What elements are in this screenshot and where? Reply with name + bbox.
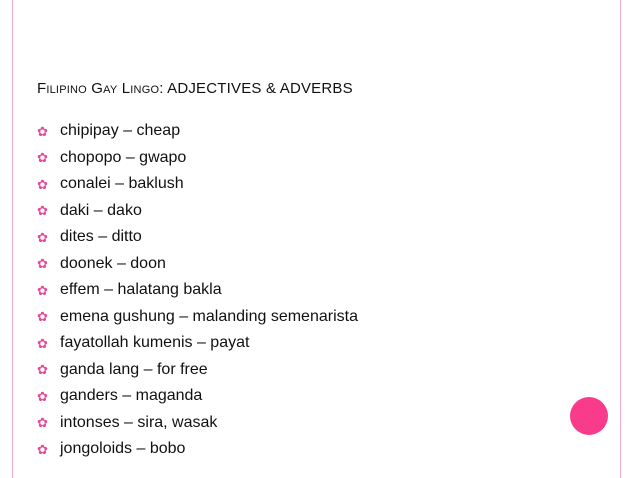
list-item-text: chipipay – cheap	[60, 122, 181, 140]
list-item-text: chopopo – gwapo	[60, 148, 187, 166]
list-item-text: daki – dako	[60, 201, 142, 219]
flower-bullet-icon: ✿	[37, 229, 48, 245]
flower-bullet-icon: ✿	[37, 176, 48, 192]
flower-bullet-icon: ✿	[37, 309, 48, 325]
flower-bullet-icon: ✿	[37, 362, 48, 378]
decorative-pink-circle	[570, 397, 608, 435]
list-item	[37, 357, 358, 384]
flower-bullet-icon: ✿	[37, 388, 48, 404]
flower-bullet-icon: ✿	[37, 415, 48, 431]
list-item	[37, 171, 358, 198]
word-list	[37, 118, 358, 463]
flower-bullet-icon: ✿	[37, 150, 48, 166]
list-item-text: jongoloids – bobo	[60, 440, 186, 458]
flower-bullet-icon: ✿	[37, 203, 48, 219]
slide-title	[37, 80, 353, 97]
list-item	[37, 198, 358, 225]
list-item	[37, 304, 358, 331]
list-item	[37, 330, 358, 357]
flower-bullet-icon: ✿	[37, 123, 48, 139]
flower-bullet-icon: ✿	[37, 335, 48, 351]
list-item	[37, 251, 358, 278]
flower-bullet-icon: ✿	[37, 256, 48, 272]
list-item	[37, 436, 358, 463]
list-item	[37, 410, 358, 437]
right-border-line	[620, 0, 621, 478]
list-item-text: intonses – sira, wasak	[60, 413, 218, 431]
list-item	[37, 145, 358, 172]
list-item	[37, 224, 358, 251]
list-item-text: dites – ditto	[60, 228, 142, 246]
flower-bullet-icon: ✿	[37, 282, 48, 298]
title-main: Filipino Gay Lingo	[37, 80, 160, 97]
list-item-text: conalei – baklush	[60, 175, 184, 193]
list-item-text: emena gushung – malanding semenarista	[60, 307, 358, 325]
flower-bullet-icon: ✿	[37, 441, 48, 457]
left-border-line	[12, 0, 13, 478]
list-item	[37, 277, 358, 304]
list-item-text: ganders – maganda	[60, 387, 203, 405]
list-item-text: doonek – doon	[60, 254, 166, 272]
list-item-text: ganda lang – for free	[60, 360, 208, 378]
list-item-text: effem – halatang bakla	[60, 281, 222, 299]
list-item-text: fayatollah kumenis – payat	[60, 334, 250, 352]
list-item	[37, 118, 358, 145]
list-item	[37, 383, 358, 410]
title-subtitle: : ADJECTIVES & ADVERBS	[159, 80, 353, 97]
